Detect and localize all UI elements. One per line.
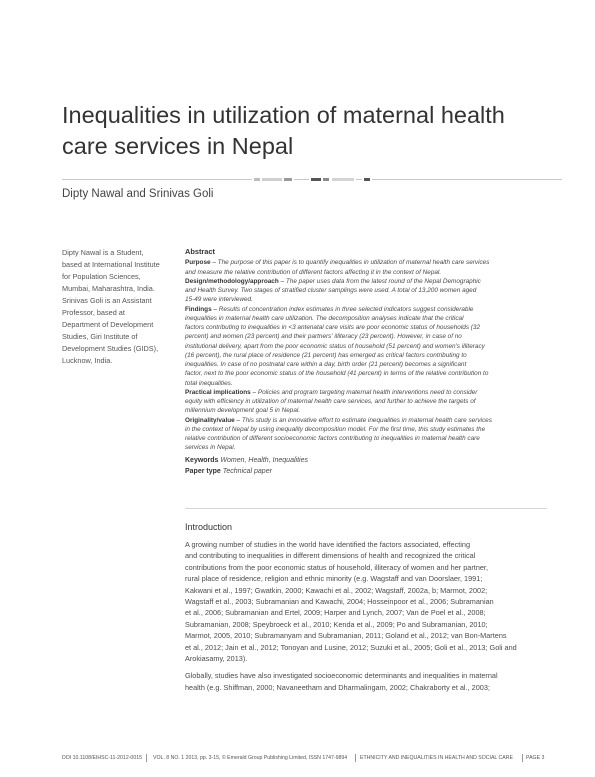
abstract-section-label: Purpose [185, 259, 211, 267]
abstract-line [185, 416, 547, 425]
bio-line: for Population Sciences, [62, 272, 141, 281]
abstract-text: (16 percent), the rural place of residence (21 percent) has emerged as critical factors contributing to [185, 351, 467, 359]
bio-line: Srinivas Goli is an Assistant [62, 296, 152, 305]
abstract-line [185, 397, 547, 406]
paragraph-line: contributions from the poor economic status of household, illiteracy of women and her partner, [185, 562, 488, 572]
author-bio [62, 247, 174, 367]
paragraph-line: Wagstaff et al., 2003; Subramanian and Kawachi, 2004; Hosseinpoor et al., 2006; Subramanian [185, 597, 494, 607]
footer-volume: VOL. 8 NO. 1 2013, pp. 3-15, © Emerald Group Publishing Limited, ISSN 1747-9894 [153, 755, 348, 761]
authors: Dipty Nawal and Srinivas Goli [62, 188, 214, 200]
abstract-text: services in Nepal. [185, 444, 236, 452]
keywords-label: Keywords [185, 456, 219, 464]
abstract-text: equity with efficiency in utilization of maternal health care services, and further to achieve the targets of [185, 398, 476, 405]
paragraph-line: et al., 2012; Jain et al., 2012; Tonoyan and Lusine, 2012; Suzuki et al., 2005; Goli et al., 2013; Goli and [185, 642, 517, 652]
abstract [185, 247, 547, 477]
abstract-section-label: Findings [185, 305, 212, 313]
introduction-heading: Introduction [185, 522, 233, 532]
bio-line: Dipty Nawal is a Student, [62, 248, 144, 257]
footer-journal: ETHNICITY AND INEQUALITIES IN HEALTH AND SOCIAL CARE [360, 755, 513, 761]
abstract-section-label: Originality/value [185, 416, 235, 424]
abstract-text: factors contributing to inequalities in <3 antenatal care visits are poor economic status of households (32 [185, 324, 481, 331]
paper-type-label: Paper type [185, 467, 221, 475]
abstract-text: – The paper uses data from the latest round of the Nepal Demographic [278, 277, 481, 285]
bio-line: Development Studies (GIDS), [62, 344, 159, 353]
abstract-text: 15-49 were interviewed. [185, 296, 253, 304]
abstract-line [185, 351, 547, 360]
abstract-text: inequalities. In case of no postnatal care within a day, birth order (21 percent) becomes a significant [185, 361, 467, 368]
abstract-section-label: Design/methodology/approach [185, 277, 279, 285]
abstract-line [185, 443, 547, 452]
bio-line: Lucknow, India. [62, 356, 113, 365]
abstract-text: – The purpose of this paper is to quantify inequalities in utilization of maternal health care services [210, 259, 490, 267]
bio-line: Mumbai, Maharashtra, India. [62, 284, 155, 293]
abstract-line [185, 360, 547, 369]
abstract-text: and measure the relative contribution of different factors affecting it in the context of Nepal. [185, 268, 442, 276]
abstract-text: institutional delivery, apart from the poor economic status of household (51 percent) and women's illiteracy [185, 342, 485, 350]
paragraph-line: Kakwani et al., 1997; Gwatkin, 2000; Kawachi et al., 2002; Wagstaff, 2002a, b; Marmot, 2002; [185, 585, 488, 595]
abstract-line [185, 305, 547, 314]
abstract-line [185, 434, 547, 443]
abstract-line [185, 369, 547, 378]
paragraph-line: et al., 2006; Subramanian and Ertel, 2009; Harper and Lynch, 2007; Van de Poel et al., 2008; [185, 608, 486, 618]
paper-type-value: Technical paper [222, 467, 272, 475]
abstract-line [185, 379, 547, 388]
paragraph-line: and contributing to inequalities in different dimensions of health and recognized the critical [185, 551, 476, 561]
abstract-line [185, 388, 547, 397]
abstract-line [185, 258, 547, 267]
paragraph-line: Marmot, 2005, 2010; Subramanyam and Subramanian, 2011; Goland et al., 2012; van Bon-Martens [185, 631, 507, 641]
abstract-text: factor, next to the poor economic status of the household (41 percent) in terms of the relative contribution to [185, 370, 489, 378]
abstract-text: millennium development goal 5 in Nepal. [185, 407, 301, 415]
footer-page-number: PAGE 3 [526, 755, 545, 761]
abstract-text: in the context of Nepal by using inequality decomposition model. For the first time, this study estimates the [185, 425, 486, 433]
abstract-line [185, 277, 547, 286]
abstract-line [185, 406, 547, 415]
introduction-body [185, 539, 547, 693]
page-footer [62, 755, 552, 765]
abstract-line [185, 286, 547, 295]
abstract-line [185, 268, 547, 277]
bio-line: Professor, based at [62, 308, 125, 317]
abstract-text: percent) and women (23 percent) and their partners' illiteracy (23 percent). However, in case of no [185, 333, 462, 341]
title-line: care services in Nepal [62, 133, 294, 159]
paragraph-line: Arokiasamy, 2013). [185, 654, 248, 664]
paragraph-line: A growing number of studies in the world have identified the factors associated, effecting [185, 540, 471, 549]
bio-line: Studies, Giri Institute of [62, 332, 138, 341]
section-divider [185, 508, 547, 509]
abstract-heading: Abstract [185, 247, 215, 256]
paragraph-line: Globally, studies have also investigated socioeconomic determinants and inequalities in maternal [185, 671, 498, 681]
abstract-line [185, 323, 547, 332]
abstract-text: total inequalities. [185, 379, 233, 387]
abstract-line [185, 342, 547, 351]
abstract-text: – Results of concentration index estimates in three selected indicators suggest considerable [211, 305, 474, 313]
keywords [185, 455, 547, 477]
abstract-text: inequalities in maternal health care utilization. The decomposition analyses indicate that the critical [185, 314, 464, 322]
paragraph-line: health (e.g. Shiffman, 2000; Navaneetham and Dharmalingam, 2002; Chakraborty et al., 2003; [185, 682, 490, 692]
bio-line: based at International Institute [62, 260, 160, 269]
paragraph-line: rural place of residence, religion and ethnic minority (e.g. Wagstaff and van Doorslaer, 1991; [185, 574, 483, 584]
abstract-line [185, 332, 547, 341]
abstract-section-label: Practical implications [185, 388, 251, 396]
bio-line: Department of Development [62, 320, 154, 329]
decorative-rule [62, 179, 562, 181]
footer-doi: DOI 10.1108/EIHSC-11-2012-0015 [62, 755, 142, 761]
abstract-line [185, 425, 547, 434]
abstract-text: – This study is an innovative effort to estimate inequalities in maternal health care services [234, 416, 492, 424]
paragraph-line: Subramanian, 2008; Speybroeck et al., 2010; Kenda et al., 2009; Po and Subramanian, 2010; [185, 619, 488, 629]
title-line: Inequalities in utilization of maternal health [62, 102, 505, 128]
abstract-line [185, 295, 547, 304]
keywords-value: Women, Health, Inequalities [220, 456, 308, 464]
abstract-text: – Policies and program targeting maternal health interventions need to consider [250, 388, 478, 396]
abstract-line [185, 314, 547, 323]
abstract-text: relative contribution of different socioeconomic factors contributing to inequalities in maternal health care [185, 435, 480, 442]
article-title [62, 100, 562, 162]
abstract-text: and Health Survey. Two stages of stratified cluster samplings were used. A total of 13,200 women aged [185, 287, 477, 294]
